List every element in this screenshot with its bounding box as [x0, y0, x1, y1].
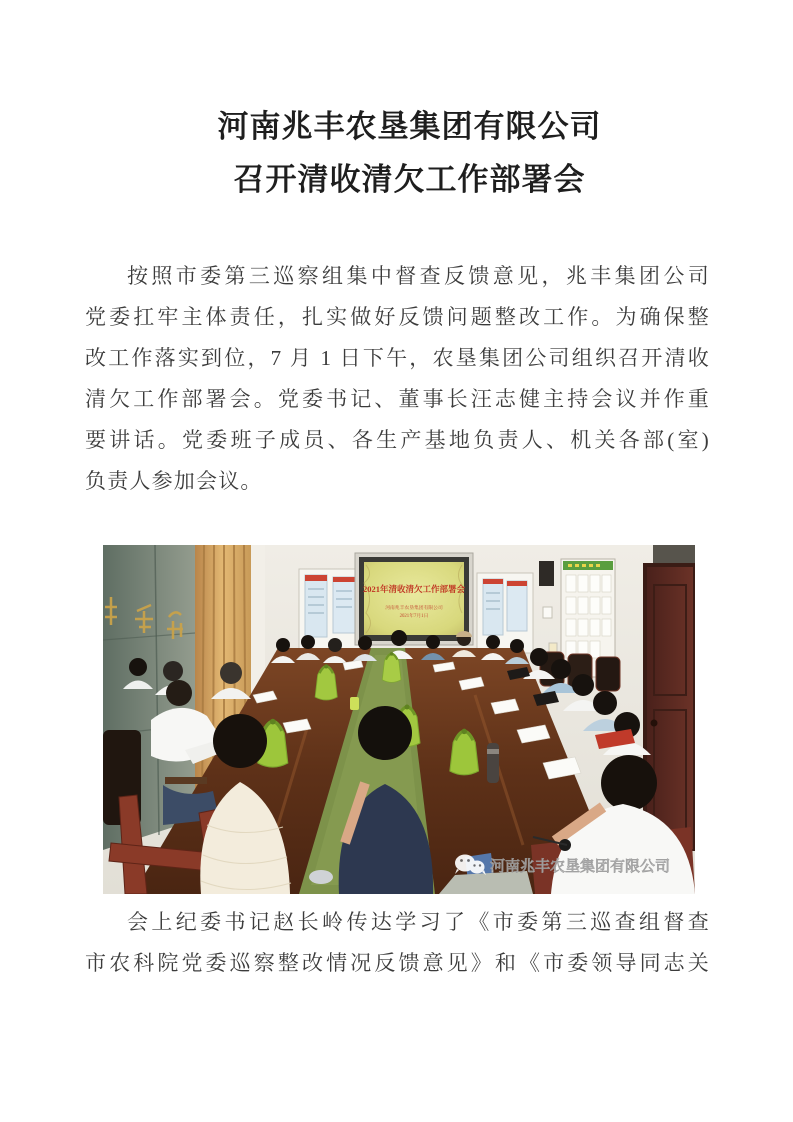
speaker-icon	[539, 561, 554, 586]
paragraph-line: 会上纪委书记赵长岭传达学习了《市委第三巡查组督查	[127, 910, 710, 934]
slide-subtitle: 河南兆丰农垦集团有限公司	[385, 606, 443, 611]
paragraph-2	[85, 902, 710, 984]
sneaker	[309, 870, 333, 884]
paragraph-line: 市农科院党委巡察整改情况反馈意见》和《市委领导同志关	[85, 951, 710, 975]
slide-date: 2021年7月1日	[399, 614, 429, 619]
light-switch	[543, 607, 552, 618]
paragraph-1	[85, 256, 710, 502]
poster-board-right	[477, 573, 533, 653]
meeting-photo-illustration	[103, 545, 695, 894]
thermos-bottle	[487, 743, 499, 783]
paragraph-line: 党委扛牢主体责任，扎实做好反馈问题整改工作。为确保整	[85, 305, 710, 329]
title-line-2: 召开清收清欠工作部署会	[233, 162, 586, 197]
title-line-1: 河南兆丰农垦集团有限公司	[217, 109, 602, 144]
paragraph-line: 要讲话。党委班子成员、各生产基地负责人、机关各部(室)	[85, 428, 710, 452]
paragraph-line: 按照市委第三巡察组集中督查反馈意见，兆丰集团公司	[127, 264, 710, 288]
watermark-text: 河南兆丰农垦集团有限公司	[490, 858, 671, 875]
paragraph-line: 清欠工作部署会。党委书记、董事长汪志健主持会议并作重	[85, 387, 710, 411]
document-title	[0, 100, 793, 206]
paper-cup	[350, 697, 359, 710]
slide-title: 2021年清收清欠工作部署会	[362, 584, 466, 594]
paragraph-line: 负责人参加会议。	[85, 469, 263, 493]
door-handle-icon	[651, 720, 658, 727]
paragraph-line: 改工作落实到位，7 月 1 日下午，农垦集团公司组织召开清收	[85, 346, 710, 370]
meeting-photo	[103, 545, 695, 894]
projection-screen	[355, 553, 473, 645]
door	[643, 545, 695, 851]
